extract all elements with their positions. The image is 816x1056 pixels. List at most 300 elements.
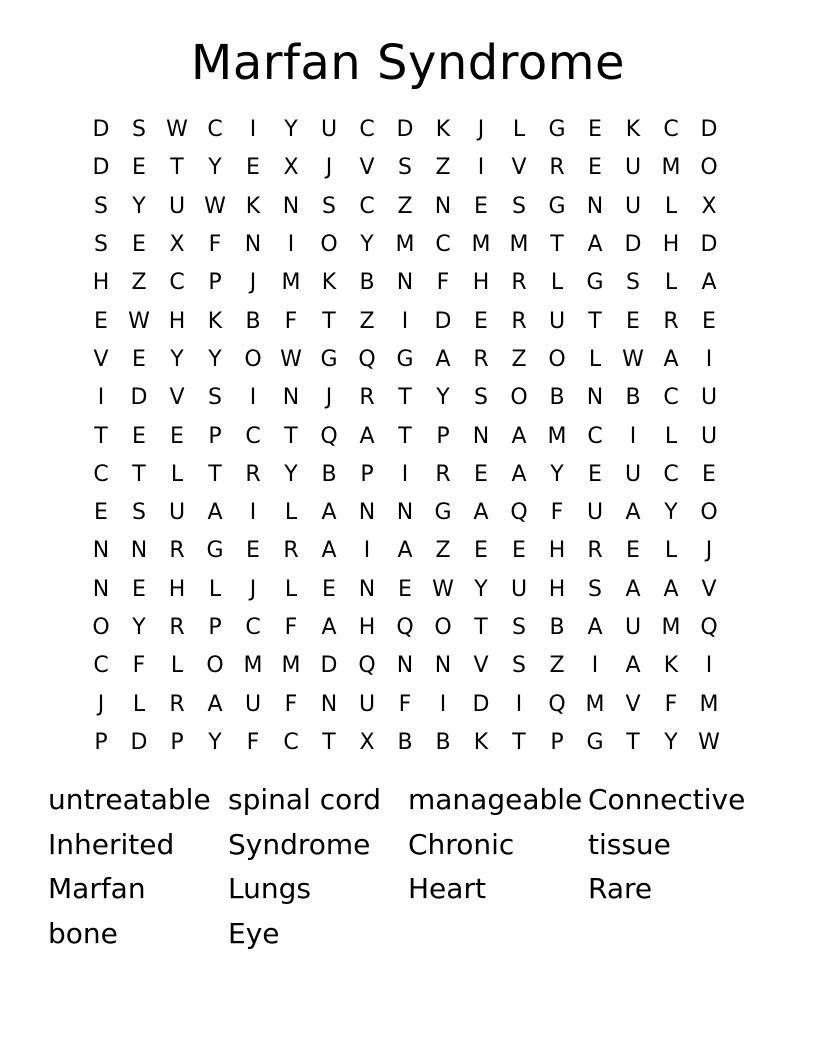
grid-cell[interactable]: S <box>132 500 146 526</box>
grid-cell[interactable]: B <box>549 615 565 640</box>
grid-cell[interactable]: J <box>97 691 105 717</box>
grid-cell[interactable]: Q <box>510 500 528 526</box>
grid-cell[interactable]: P <box>436 423 450 449</box>
grid-cell[interactable]: D <box>396 117 414 143</box>
grid-cell[interactable]: N <box>282 193 300 219</box>
grid-cell[interactable]: T <box>398 385 412 411</box>
grid-cell[interactable]: F <box>208 232 222 258</box>
grid-cell[interactable]: G <box>548 117 566 143</box>
grid-cell[interactable]: Q <box>548 691 566 717</box>
grid-cell[interactable]: L <box>664 538 678 564</box>
word-bank-item: Heart <box>408 872 486 906</box>
grid-cell[interactable]: I <box>249 500 257 526</box>
word-bank-item: Connective <box>588 783 746 816</box>
grid-cell[interactable]: S <box>398 155 412 181</box>
grid-cell[interactable]: A <box>511 461 527 487</box>
grid-cell[interactable]: F <box>284 615 298 640</box>
grid-cell[interactable]: R <box>169 691 185 717</box>
grid-cell[interactable]: A <box>397 538 413 564</box>
letter-grid[interactable] <box>82 111 728 762</box>
grid-cell[interactable]: Z <box>511 346 527 372</box>
grid-cell[interactable]: K <box>625 117 641 143</box>
grid-cell[interactable]: N <box>586 385 604 411</box>
grid-cell[interactable]: N <box>282 385 300 411</box>
grid-cell[interactable]: A <box>321 538 337 564</box>
grid-cell[interactable]: E <box>398 576 412 602</box>
grid-cell[interactable]: N <box>358 500 376 526</box>
grid-cell[interactable]: L <box>170 461 184 487</box>
grid-cell[interactable]: Y <box>208 729 222 755</box>
word-bank-item: bone <box>48 917 118 951</box>
word-bank-item: tissue <box>588 827 671 861</box>
grid-cell[interactable]: I <box>249 117 257 143</box>
grid-cell[interactable]: Y <box>132 615 146 640</box>
grid-cell[interactable]: R <box>169 615 185 640</box>
grid-cell[interactable]: L <box>664 270 678 296</box>
grid-cell[interactable]: N <box>434 193 452 219</box>
grid-cell[interactable]: R <box>435 461 451 487</box>
grid-cell[interactable]: N <box>434 653 452 679</box>
grid-cell[interactable]: M <box>395 232 415 258</box>
grid-cell[interactable]: Q <box>396 615 414 640</box>
word-bank-item: Syndrome <box>228 827 371 861</box>
grid-cell[interactable]: P <box>208 615 222 640</box>
grid-cell[interactable]: K <box>207 308 223 334</box>
grid-cell[interactable]: R <box>245 461 261 487</box>
grid-cell[interactable]: E <box>512 538 526 564</box>
grid-cell[interactable]: N <box>358 576 376 602</box>
grid-cell[interactable]: M <box>281 653 301 679</box>
word-bank-item: spinal cord <box>228 783 382 816</box>
grid-cell[interactable]: E <box>474 193 488 219</box>
grid-cell[interactable]: G <box>320 346 338 372</box>
grid-cell[interactable]: C <box>359 117 375 143</box>
grid-cell[interactable]: K <box>473 729 489 755</box>
grid-cell[interactable]: P <box>94 729 108 755</box>
grid-cell[interactable]: Y <box>664 729 678 755</box>
grid-cell[interactable]: C <box>245 423 261 449</box>
grid-cell[interactable]: E <box>132 155 146 181</box>
grid-cell[interactable]: Y <box>436 385 450 411</box>
grid-cell[interactable]: E <box>702 308 716 334</box>
grid-cell[interactable]: H <box>92 270 110 296</box>
grid-cell[interactable]: E <box>322 576 336 602</box>
grid-cell[interactable]: Y <box>170 346 184 372</box>
grid-cell[interactable]: R <box>511 270 527 296</box>
grid-cell[interactable]: T <box>94 423 108 449</box>
grid-cell[interactable]: F <box>664 691 678 717</box>
grid-cell[interactable]: S <box>512 193 526 219</box>
grid-cell[interactable]: A <box>435 346 451 372</box>
grid-cell[interactable]: V <box>93 346 109 372</box>
grid-cell[interactable]: W <box>128 308 150 334</box>
grid-cell[interactable]: C <box>93 461 109 487</box>
grid-cell[interactable]: I <box>249 385 257 411</box>
grid-cell[interactable]: S <box>132 117 146 143</box>
grid-cell[interactable]: Z <box>435 155 451 181</box>
grid-cell[interactable]: A <box>663 346 679 372</box>
grid-cell[interactable]: S <box>94 232 108 258</box>
grid-cell[interactable]: G <box>434 500 452 526</box>
word-bank-item: Lungs <box>228 872 311 906</box>
grid-cell[interactable]: H <box>168 308 186 334</box>
grid-cell[interactable]: E <box>170 423 184 449</box>
grid-cell[interactable]: N <box>396 500 414 526</box>
grid-cell[interactable]: T <box>284 423 298 449</box>
grid-cell[interactable]: Y <box>360 232 374 258</box>
grid-cell[interactable]: R <box>587 538 603 564</box>
grid-cell[interactable]: E <box>132 346 146 372</box>
grid-cell[interactable]: T <box>626 729 640 755</box>
grid-cell[interactable]: E <box>474 461 488 487</box>
grid-cell[interactable]: L <box>664 423 678 449</box>
grid-cell[interactable]: T <box>474 615 488 640</box>
grid-cell[interactable]: D <box>434 308 452 334</box>
grid-cell[interactable]: A <box>663 576 679 602</box>
grid-cell[interactable]: B <box>549 385 565 411</box>
grid-cell[interactable]: E <box>474 308 488 334</box>
grid-cell[interactable]: S <box>94 193 108 219</box>
grid-cell[interactable]: S <box>626 270 640 296</box>
grid-cell[interactable]: A <box>321 615 337 640</box>
grid-cell[interactable]: P <box>208 423 222 449</box>
grid-cell[interactable]: U <box>320 117 338 143</box>
grid-cell[interactable]: Z <box>397 193 413 219</box>
grid-cell[interactable]: E <box>246 538 260 564</box>
grid-cell[interactable]: A <box>207 500 223 526</box>
grid-cell[interactable]: M <box>661 155 681 181</box>
grid-cell[interactable]: W <box>698 729 720 755</box>
grid-cell[interactable]: B <box>397 729 413 755</box>
grid-cell[interactable]: M <box>243 653 263 679</box>
grid-cell[interactable]: I <box>629 423 637 449</box>
grid-cell[interactable]: O <box>700 500 718 526</box>
grid-cell[interactable]: E <box>588 461 602 487</box>
grid-cell[interactable]: U <box>244 691 262 717</box>
grid-cell[interactable]: L <box>550 270 564 296</box>
grid-cell[interactable]: E <box>132 423 146 449</box>
grid-cell[interactable]: R <box>549 155 565 181</box>
grid-cell[interactable]: S <box>512 653 526 679</box>
word-bank-item: manageable <box>408 783 583 816</box>
grid-cell[interactable]: S <box>474 385 488 411</box>
grid-cell[interactable]: F <box>436 270 450 296</box>
grid-cell[interactable]: W <box>166 117 188 143</box>
grid-cell[interactable]: Y <box>664 500 678 526</box>
grid-cell[interactable]: I <box>401 461 409 487</box>
grid-cell[interactable]: J <box>325 385 333 411</box>
grid-cell[interactable]: L <box>284 500 298 526</box>
grid-cell[interactable]: F <box>284 308 298 334</box>
grid-cell[interactable]: Q <box>358 653 376 679</box>
grid-cell[interactable]: V <box>701 576 717 602</box>
grid-cell[interactable]: C <box>587 423 603 449</box>
grid-cell[interactable]: H <box>548 576 566 602</box>
grid-cell[interactable]: L <box>664 193 678 219</box>
word-bank-item: Chronic <box>408 827 515 861</box>
grid-cell[interactable]: R <box>283 538 299 564</box>
grid-cell[interactable]: C <box>283 729 299 755</box>
grid-cell[interactable]: O <box>206 653 224 679</box>
grid-cell[interactable]: N <box>130 538 148 564</box>
grid-cell[interactable]: M <box>585 691 605 717</box>
grid-cell[interactable]: A <box>473 500 489 526</box>
grid-cell[interactable]: Y <box>208 346 222 372</box>
grid-cell[interactable]: M <box>281 270 301 296</box>
grid-cell[interactable]: G <box>586 729 604 755</box>
grid-cell[interactable]: Y <box>550 461 564 487</box>
grid-cell[interactable]: D <box>130 729 148 755</box>
grid-cell[interactable]: G <box>206 538 224 564</box>
grid-cell[interactable]: I <box>515 691 523 717</box>
grid-cell[interactable]: T <box>208 461 222 487</box>
grid-cell[interactable]: T <box>588 308 602 334</box>
grid-cell[interactable]: D <box>92 155 110 181</box>
grid-cell[interactable]: M <box>661 615 681 640</box>
grid-cell[interactable]: A <box>625 576 641 602</box>
grid-cell[interactable]: L <box>170 653 184 679</box>
grid-cell[interactable]: L <box>512 117 526 143</box>
grid-cell[interactable]: R <box>511 308 527 334</box>
grid-cell[interactable]: Y <box>284 461 298 487</box>
grid-cell[interactable]: E <box>626 538 640 564</box>
grid-cell[interactable]: K <box>245 193 261 219</box>
grid-cell[interactable]: U <box>168 500 186 526</box>
grid-cell[interactable]: E <box>132 576 146 602</box>
grid-cell[interactable]: B <box>245 308 261 334</box>
grid-cell[interactable]: D <box>624 232 642 258</box>
grid-cell[interactable]: V <box>511 155 527 181</box>
grid-cell[interactable]: M <box>699 691 719 717</box>
grid-cell[interactable]: C <box>245 615 261 640</box>
grid-cell[interactable]: C <box>359 193 375 219</box>
grid-cell[interactable]: H <box>548 538 566 564</box>
grid-cell[interactable]: T <box>132 461 146 487</box>
grid-cell[interactable]: Q <box>320 423 338 449</box>
grid-cell[interactable]: O <box>510 385 528 411</box>
grid-cell[interactable]: A <box>625 653 641 679</box>
grid-cell[interactable]: K <box>435 117 451 143</box>
grid-cell[interactable]: Z <box>359 308 375 334</box>
grid-cell[interactable]: X <box>701 193 717 219</box>
grid-cell[interactable]: F <box>132 653 146 679</box>
grid-cell[interactable]: O <box>320 232 338 258</box>
grid-cell[interactable]: U <box>624 615 642 640</box>
grid-cell[interactable]: I <box>591 653 599 679</box>
grid-cell[interactable]: B <box>625 385 641 411</box>
grid-cell[interactable]: S <box>512 615 526 640</box>
grid-cell[interactable]: C <box>663 117 679 143</box>
grid-cell[interactable]: S <box>322 193 336 219</box>
grid-cell[interactable]: O <box>700 155 718 181</box>
grid-cell[interactable]: C <box>663 461 679 487</box>
grid-cell[interactable]: P <box>208 270 222 296</box>
grid-cell[interactable]: H <box>358 615 376 640</box>
grid-cell[interactable]: A <box>511 423 527 449</box>
grid-cell[interactable]: E <box>588 155 602 181</box>
grid-cell[interactable]: S <box>208 385 222 411</box>
grid-cell[interactable]: I <box>97 385 105 411</box>
grid-cell[interactable]: P <box>170 729 184 755</box>
grid-cell[interactable]: G <box>586 270 604 296</box>
grid-cell[interactable]: E <box>702 461 716 487</box>
grid-cell[interactable]: T <box>512 729 526 755</box>
grid-cell[interactable]: I <box>705 346 713 372</box>
grid-cell[interactable]: X <box>359 729 375 755</box>
grid-cell[interactable]: D <box>472 691 490 717</box>
grid-cell[interactable]: U <box>168 193 186 219</box>
grid-cell[interactable]: D <box>320 653 338 679</box>
grid-cell[interactable]: X <box>283 155 299 181</box>
grid-cell[interactable]: P <box>360 461 374 487</box>
grid-cell[interactable]: G <box>548 193 566 219</box>
grid-cell[interactable]: V <box>473 653 489 679</box>
grid-cell[interactable]: J <box>249 270 257 296</box>
grid-cell[interactable]: J <box>325 155 333 181</box>
grid-cell[interactable]: R <box>473 346 489 372</box>
grid-cell[interactable]: T <box>398 423 412 449</box>
grid-cell[interactable]: J <box>477 117 485 143</box>
word-bank-item: untreatable <box>48 783 211 816</box>
grid-cell[interactable]: N <box>244 232 262 258</box>
grid-cell[interactable]: E <box>132 232 146 258</box>
grid-cell[interactable]: F <box>550 500 564 526</box>
grid-cell[interactable]: B <box>321 461 337 487</box>
grid-cell[interactable]: W <box>622 346 644 372</box>
grid-cell[interactable]: D <box>700 117 718 143</box>
grid-cell[interactable]: E <box>474 538 488 564</box>
grid-cell[interactable]: T <box>550 232 564 258</box>
grid-cell[interactable]: I <box>477 155 485 181</box>
grid-cell[interactable]: B <box>435 729 451 755</box>
grid-cell[interactable]: C <box>207 117 223 143</box>
grid-cell[interactable]: U <box>700 423 718 449</box>
grid-cell[interactable]: U <box>624 461 642 487</box>
grid-cell[interactable]: N <box>396 653 414 679</box>
grid-cell[interactable]: Z <box>549 653 565 679</box>
grid-cell[interactable]: U <box>358 691 376 717</box>
grid-cell[interactable]: I <box>401 308 409 334</box>
grid-cell[interactable]: I <box>287 232 295 258</box>
grid-cell[interactable]: E <box>94 500 108 526</box>
grid-cell[interactable]: R <box>169 538 185 564</box>
grid-cell[interactable]: M <box>547 423 567 449</box>
grid-cell[interactable]: C <box>93 653 109 679</box>
grid-cell[interactable]: F <box>246 729 260 755</box>
grid-cell[interactable]: N <box>586 193 604 219</box>
grid-cell[interactable]: T <box>322 308 336 334</box>
grid-cell[interactable]: W <box>204 193 226 219</box>
grid-cell[interactable]: R <box>663 308 679 334</box>
grid-cell[interactable]: O <box>92 615 110 640</box>
grid-cell[interactable]: N <box>92 576 110 602</box>
grid-cell[interactable]: A <box>587 615 603 640</box>
grid-cell[interactable]: G <box>396 346 414 372</box>
grid-cell[interactable]: E <box>246 155 260 181</box>
grid-cell[interactable]: K <box>663 653 679 679</box>
grid-cell[interactable]: A <box>587 232 603 258</box>
grid-cell[interactable]: I <box>439 691 447 717</box>
grid-cell[interactable]: I <box>705 653 713 679</box>
grid-cell[interactable]: U <box>700 385 718 411</box>
grid-cell[interactable]: Y <box>132 193 146 219</box>
grid-cell[interactable]: L <box>284 576 298 602</box>
grid-cell[interactable]: L <box>588 346 602 372</box>
grid-cell[interactable]: D <box>92 117 110 143</box>
grid-cell[interactable]: Y <box>284 117 298 143</box>
grid-cell[interactable]: A <box>359 423 375 449</box>
grid-cell[interactable]: A <box>207 691 223 717</box>
grid-cell[interactable]: H <box>472 270 490 296</box>
grid-cell[interactable]: C <box>435 232 451 258</box>
grid-cell[interactable]: L <box>132 691 146 717</box>
grid-cell[interactable]: Y <box>474 576 488 602</box>
grid-cell[interactable]: V <box>625 691 641 717</box>
grid-cell[interactable]: D <box>700 232 718 258</box>
grid-cell[interactable]: I <box>363 538 371 564</box>
grid-cell[interactable]: A <box>625 500 641 526</box>
grid-cell[interactable]: N <box>320 691 338 717</box>
grid-cell[interactable]: Z <box>435 538 451 564</box>
grid-cell[interactable]: E <box>626 308 640 334</box>
grid-cell[interactable]: E <box>94 308 108 334</box>
grid-cell[interactable]: M <box>509 232 529 258</box>
grid-cell[interactable]: M <box>471 232 491 258</box>
grid-cell[interactable]: T <box>322 729 336 755</box>
grid-cell[interactable]: C <box>169 270 185 296</box>
grid-cell[interactable]: N <box>396 270 414 296</box>
grid-cell[interactable]: Z <box>131 270 147 296</box>
grid-cell[interactable]: H <box>662 232 680 258</box>
grid-cell[interactable]: U <box>624 193 642 219</box>
grid-cell[interactable]: A <box>321 500 337 526</box>
grid-cell[interactable]: U <box>510 576 528 602</box>
grid-cell[interactable]: W <box>280 346 302 372</box>
grid-cell[interactable]: H <box>168 576 186 602</box>
grid-cell[interactable]: U <box>624 155 642 181</box>
grid-cell[interactable]: V <box>169 385 185 411</box>
grid-cell[interactable]: Q <box>358 346 376 372</box>
grid-cell[interactable]: A <box>701 270 717 296</box>
grid-cell[interactable]: K <box>321 270 337 296</box>
grid-cell[interactable]: U <box>548 308 566 334</box>
grid-cell[interactable]: W <box>432 576 454 602</box>
grid-cell[interactable]: C <box>663 385 679 411</box>
grid-cell[interactable]: X <box>169 232 185 258</box>
grid-cell[interactable]: O <box>434 615 452 640</box>
grid-cell[interactable]: L <box>208 576 222 602</box>
grid-cell[interactable]: D <box>130 385 148 411</box>
grid-cell[interactable]: J <box>249 576 257 602</box>
grid-cell[interactable]: S <box>588 576 602 602</box>
grid-cell[interactable]: N <box>472 423 490 449</box>
grid-cell[interactable]: O <box>548 346 566 372</box>
grid-cell[interactable]: V <box>359 155 375 181</box>
grid-cell[interactable]: Q <box>700 615 718 640</box>
grid-cell[interactable]: T <box>170 155 184 181</box>
grid-cell[interactable]: Y <box>208 155 222 181</box>
grid-cell[interactable]: O <box>244 346 262 372</box>
grid-cell[interactable]: B <box>359 270 375 296</box>
grid-cell[interactable]: J <box>705 538 713 564</box>
grid-cell[interactable]: F <box>398 691 412 717</box>
grid-cell[interactable]: N <box>92 538 110 564</box>
grid-cell[interactable]: R <box>359 385 375 411</box>
grid-cell[interactable]: P <box>550 729 564 755</box>
grid-cell[interactable]: E <box>588 117 602 143</box>
grid-cell[interactable]: F <box>284 691 298 717</box>
grid-cell[interactable]: U <box>586 500 604 526</box>
